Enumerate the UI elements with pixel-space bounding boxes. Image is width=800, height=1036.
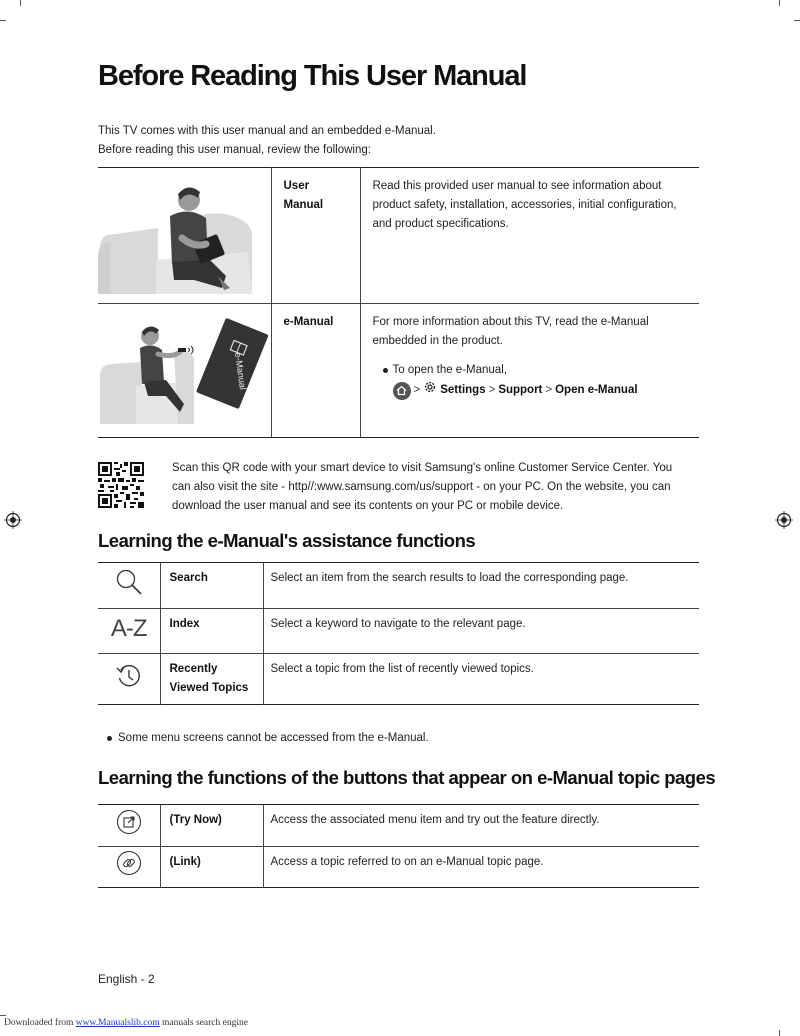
try-now-label: (Try Now) xyxy=(160,805,263,847)
tv-screen-label: e-Manual xyxy=(232,351,249,391)
table-row xyxy=(98,805,699,847)
link-label: (Link) xyxy=(160,846,263,888)
topic-buttons-table xyxy=(98,804,699,888)
e-manual-illustration xyxy=(98,304,271,438)
path-open-e-manual: Open e-Manual xyxy=(555,384,638,396)
path-separator: > xyxy=(545,384,553,396)
table-row xyxy=(98,563,699,609)
download-footer xyxy=(4,1018,248,1028)
table-row xyxy=(98,654,699,705)
person-watching-tv-illustration xyxy=(98,312,268,430)
table-row xyxy=(98,608,699,654)
crop-mark-top-right xyxy=(794,20,800,21)
assistance-heading: Learning the e-Manual's assistance functions xyxy=(98,530,476,551)
crop-mark-bottom-right xyxy=(779,1030,780,1036)
registration-mark-left xyxy=(4,511,22,529)
link-icon xyxy=(116,850,142,876)
try-now-description: Access the associated menu item and try out the feature directly. xyxy=(270,814,600,826)
search-icon xyxy=(114,567,144,597)
history-icon xyxy=(115,662,143,690)
person-reading-manual-illustration xyxy=(98,176,258,296)
assistance-table xyxy=(98,562,699,705)
path-separator: > xyxy=(413,384,421,396)
manualslib-link[interactable]: www.Manualslib.com xyxy=(75,1018,160,1028)
search-label: Search xyxy=(160,563,263,609)
e-manual-description-text: For more information about this TV, read the e-Manual embedded in the product. xyxy=(372,316,649,347)
crop-mark-top-right xyxy=(779,0,780,6)
table-row-e-manual xyxy=(98,304,699,438)
registration-mark-right xyxy=(775,511,793,529)
user-manual-illustration xyxy=(98,168,271,304)
table-row-user-manual xyxy=(98,168,699,304)
qr-description: Scan this QR code with your smart device to visit Samsung's online Customer Service Center. You can also visit the site - http//:www.samsung.com/us/support - on your PC. On the website, you can download the user manual and see its contents on your PC or mobile device. xyxy=(172,462,673,512)
path-settings: Settings xyxy=(440,384,486,396)
page-number: English - 2 xyxy=(98,972,155,986)
user-manual-description: Read this provided user manual to see information about product safety, installation, accessories, initial configuration, and product specifications. xyxy=(372,180,677,230)
path-separator: > xyxy=(488,384,496,396)
link-description: Access a topic referred to on an e-Manual topic page. xyxy=(263,846,699,888)
index-az-icon: A-Z xyxy=(110,614,147,642)
recently-viewed-label xyxy=(160,654,263,705)
download-suffix: manuals search engine xyxy=(161,1018,248,1028)
history-icon-cell xyxy=(98,654,160,705)
open-e-manual-text: To open the e-Manual, xyxy=(392,364,507,376)
qr-code xyxy=(98,462,144,508)
recently-viewed-label-line-1: Recently xyxy=(169,663,218,675)
home-icon xyxy=(393,382,411,400)
user-manual-label-line-1: User xyxy=(283,180,310,192)
index-icon-cell xyxy=(98,608,160,654)
recently-viewed-label-line-2: Viewed Topics xyxy=(169,682,249,694)
search-icon-cell xyxy=(98,563,160,609)
table-row xyxy=(98,846,699,888)
open-e-manual-instruction xyxy=(373,361,688,401)
e-manual-description xyxy=(360,304,699,438)
crop-mark-top-left xyxy=(0,20,6,21)
e-manual-label: e-Manual xyxy=(271,304,360,438)
link-icon-cell xyxy=(98,846,160,888)
index-label: Index xyxy=(160,608,263,654)
menu-path xyxy=(393,380,688,401)
assistance-note: Some menu screens cannot be accessed from the e-Manual. xyxy=(98,729,429,748)
crop-mark-top-left xyxy=(20,0,21,6)
gear-icon xyxy=(423,380,437,401)
buttons-heading: Learning the functions of the buttons that appear on e-Manual topic pages xyxy=(98,767,716,788)
download-prefix: Downloaded from xyxy=(4,1018,74,1028)
search-description: Select an item from the search results to load the corresponding page. xyxy=(270,572,629,584)
user-manual-label-line-2: Manual xyxy=(283,199,324,211)
user-manual-label xyxy=(271,168,360,304)
index-description: Select a keyword to navigate to the relevant page. xyxy=(263,608,699,654)
manual-types-table xyxy=(98,167,699,438)
crop-mark-bottom-left xyxy=(0,1015,6,1016)
path-support: Support xyxy=(498,384,543,396)
intro-line-2: Before reading this user manual, review the following: xyxy=(98,144,371,156)
intro-text xyxy=(98,122,436,160)
recently-viewed-description: Select a topic from the list of recently viewed topics. xyxy=(263,654,699,705)
try-now-icon-cell xyxy=(98,805,160,847)
try-now-icon xyxy=(116,809,142,835)
intro-line-1: This TV comes with this user manual and an embedded e-Manual. xyxy=(98,125,436,137)
page-title: Before Reading This User Manual xyxy=(98,60,527,92)
